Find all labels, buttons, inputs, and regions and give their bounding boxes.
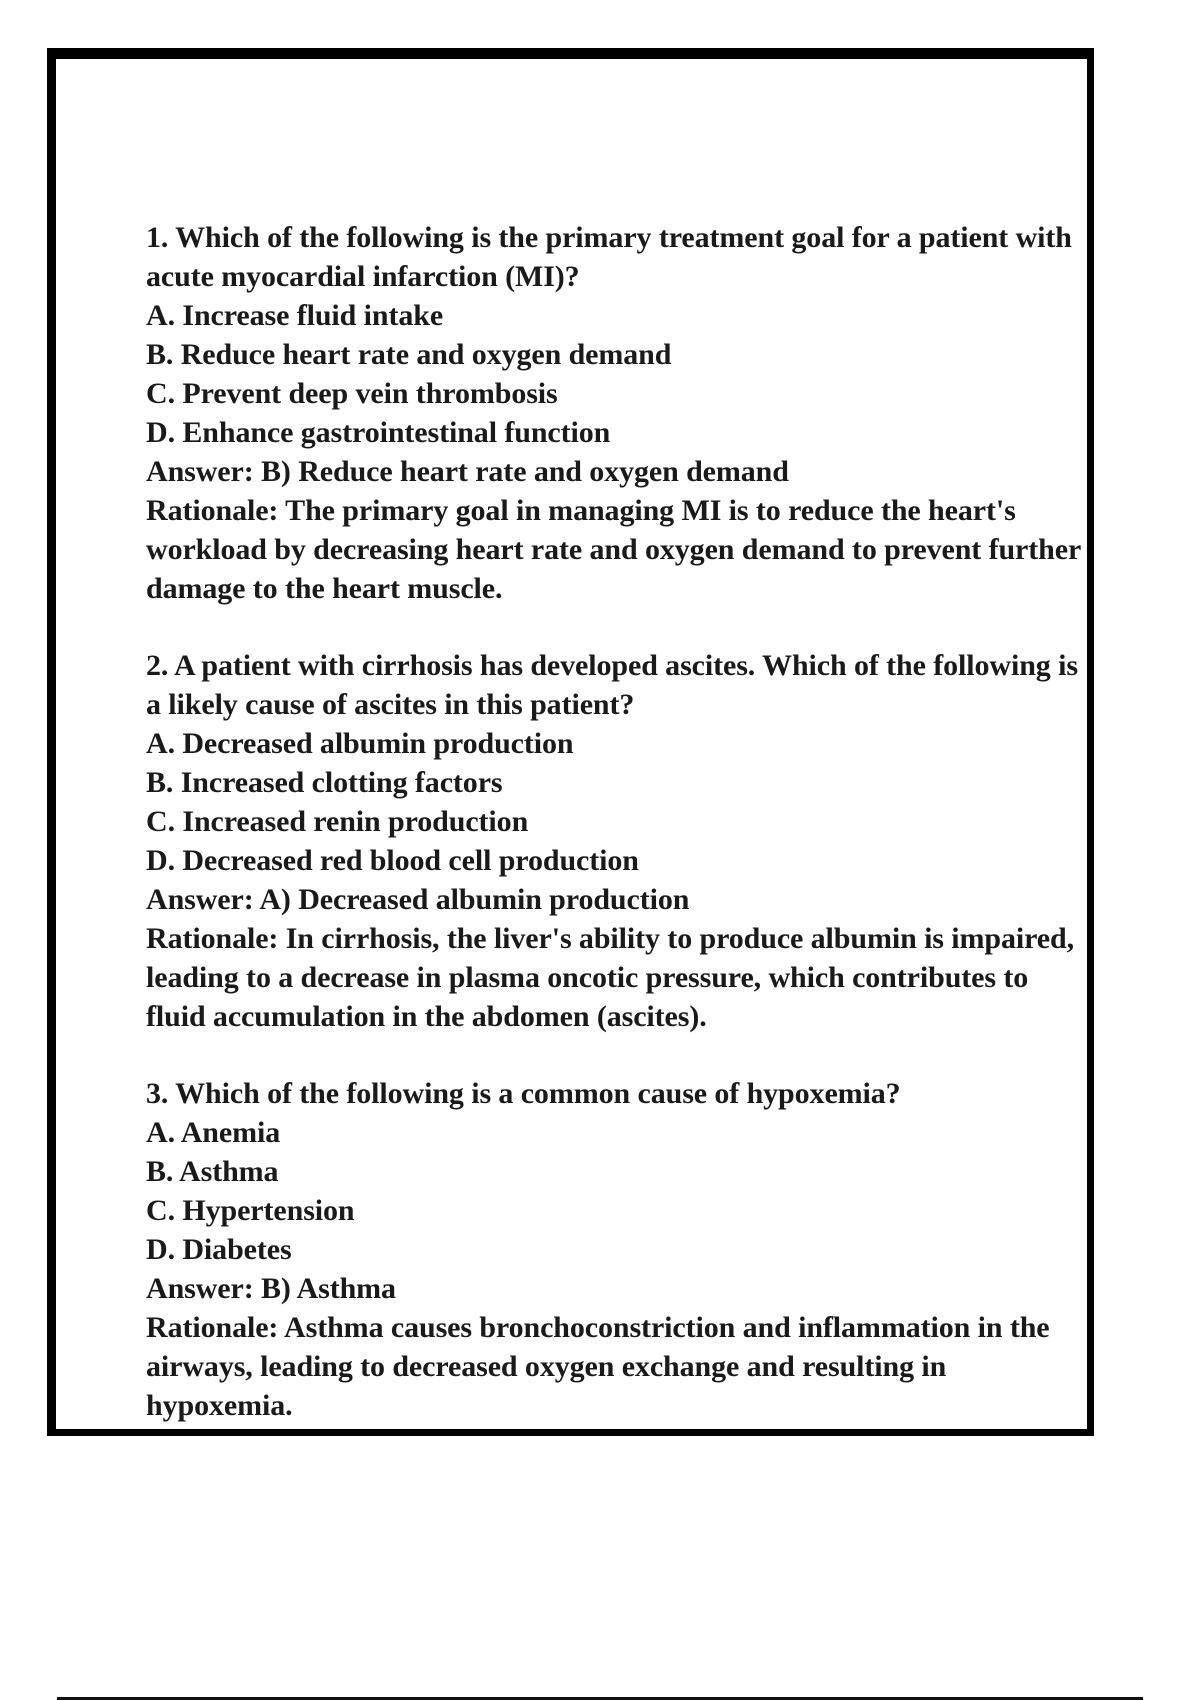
- option-b: B. Reduce heart rate and oxygen demand: [146, 338, 672, 371]
- option-c: C. Prevent deep vein thrombosis: [146, 377, 558, 410]
- rationale-text: Rationale: In cirrhosis, the liver's ability to produce albumin is impaired, leading to a decrease in plasma oncotic pressure, which contributes to fluid accumulation in the abdomen (ascites).: [146, 922, 1074, 1033]
- option-b: B. Asthma: [146, 1155, 279, 1188]
- option-d: D. Decreased red blood cell production: [146, 844, 639, 877]
- question-prompt: 2. A patient with cirrhosis has developed ascites. Which of the following is a likely cause of ascites in this patient?: [146, 649, 1078, 721]
- answer-text: Answer: B) Reduce heart rate and oxygen demand: [146, 455, 789, 488]
- option-a: A. Increase fluid intake: [146, 299, 444, 332]
- answer-text: Answer: B) Asthma: [146, 1272, 396, 1305]
- option-c: C. Hypertension: [146, 1194, 355, 1227]
- question-prompt: 1. Which of the following is the primary treatment goal for a patient with acute myocardial infarction (MI)?: [146, 221, 1072, 293]
- question-2: [146, 646, 1086, 1036]
- question-list: [146, 218, 1086, 1463]
- option-d: D. Enhance gastrointestinal function: [146, 416, 611, 449]
- option-b: B. Increased clotting factors: [146, 766, 503, 799]
- question-3: [146, 1074, 1086, 1425]
- answer-text: Answer: A) Decreased albumin production: [146, 883, 690, 916]
- option-d: D. Diabetes: [146, 1233, 292, 1266]
- rationale-text: Rationale: The primary goal in managing MI is to reduce the heart's workload by decreasing heart rate and oxygen demand to prevent further damage to the heart muscle.: [146, 494, 1081, 605]
- rationale-text: Rationale: Asthma causes bronchoconstriction and inflammation in the airways, leading to decreased oxygen exchange and resulting in hypoxemia.: [146, 1311, 1050, 1422]
- option-a: A. Anemia: [146, 1116, 281, 1149]
- option-c: C. Increased renin production: [146, 805, 529, 838]
- question-1: [146, 218, 1086, 608]
- option-a: A. Decreased albumin production: [146, 727, 574, 760]
- question-prompt: 3. Which of the following is a common cause of hypoxemia?: [146, 1077, 901, 1110]
